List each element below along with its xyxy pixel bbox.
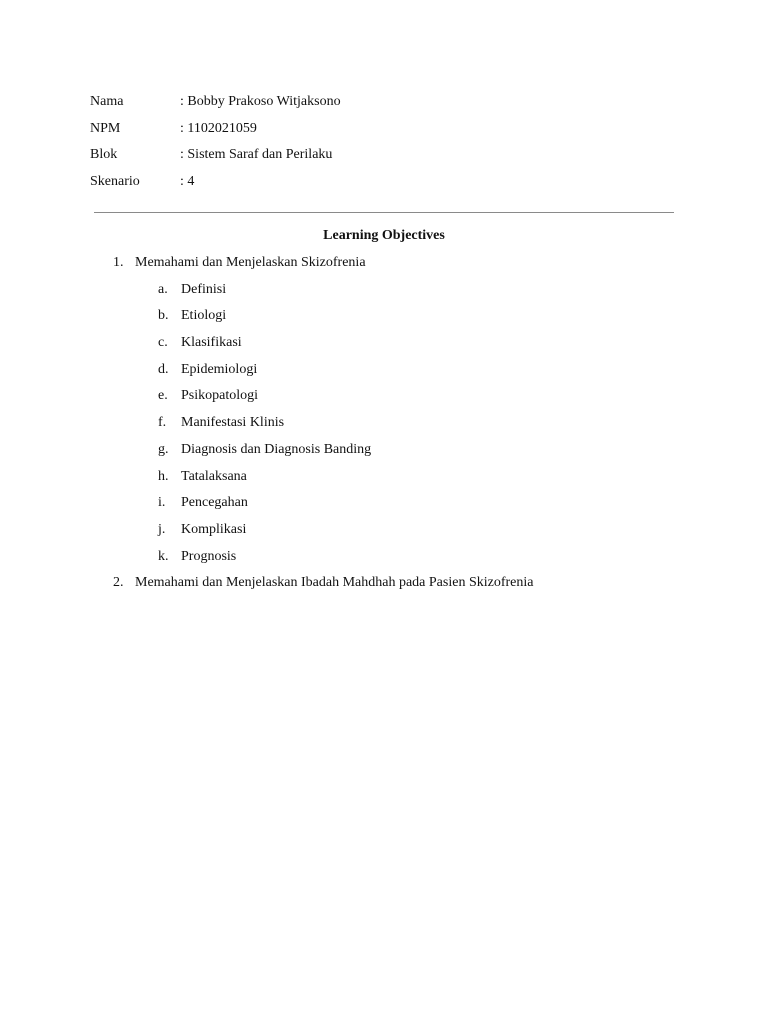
sub-objective-letter: f. [158,415,167,431]
sub-objective-letter: a. [158,281,168,297]
sub-objective-item [0,493,768,520]
info-value: : Bobby Prakoso Witjaksono [180,94,341,109]
info-label: Skenario [90,173,140,189]
sub-objective-letter: h. [158,468,169,484]
sub-objective-text: Tatalaksana [181,468,247,484]
sub-objective-text: Diagnosis dan Diagnosis Banding [181,441,372,457]
sub-objective-text: Definisi [181,281,227,297]
objective-number: 2. [113,575,124,591]
horizontal-divider [94,212,674,213]
sub-objective-item [0,386,768,413]
objective-text: Memahami dan Menjelaskan Skizofrenia [135,255,366,270]
sub-objective-item [0,413,768,440]
sub-objective-letter: b. [158,308,169,324]
sub-objective-letter: j. [158,521,166,537]
info-value: : 4 [180,173,195,189]
sub-objective-text: Prognosis [181,548,237,564]
info-label: Nama [90,94,124,109]
sub-objective-letter: c. [158,335,168,351]
objective-item [0,573,768,600]
sub-objective-item [0,520,768,547]
info-row-blok [90,145,341,172]
sub-objective-letter: g. [158,441,169,457]
sub-objective-item [0,280,768,307]
student-info [90,92,341,198]
sub-objective-letter: d. [158,361,169,377]
objective-item [0,253,768,280]
info-value: : 1102021059 [180,120,257,136]
sub-objective-text: Epidemiologi [181,361,258,377]
info-row-nama [90,92,341,119]
learning-objectives-title: Learning Objectives [323,228,445,243]
sub-objective-item [0,333,768,360]
objective-text: Memahami dan Menjelaskan Ibadah Mahdhah pada Pasien Skizofrenia [135,575,534,591]
sub-objective-text: Manifestasi Klinis [181,415,285,431]
sub-objective-text: Etiologi [181,308,227,324]
info-label: NPM [90,120,121,136]
info-label: Blok [90,147,118,163]
objective-number: 1. [113,255,124,270]
sub-objective-text: Psikopatologi [181,388,259,404]
sub-objective-item [0,360,768,387]
sub-objective-letter: i. [158,495,166,511]
sub-objective-text: Pencegahan [181,495,248,511]
sub-objective-item [0,547,768,574]
sub-objective-item [0,467,768,494]
sub-objective-letter: e. [158,388,168,404]
sub-objective-item [0,440,768,467]
sub-objective-text: Komplikasi [181,521,247,537]
sub-objective-item [0,306,768,333]
info-value: : Sistem Saraf dan Perilaku [180,147,333,163]
learning-objectives-list [0,253,768,600]
sub-objective-text: Klasifikasi [181,335,242,351]
info-row-skenario [90,172,341,199]
info-row-npm [90,119,341,146]
sub-objective-letter: k. [158,548,169,564]
